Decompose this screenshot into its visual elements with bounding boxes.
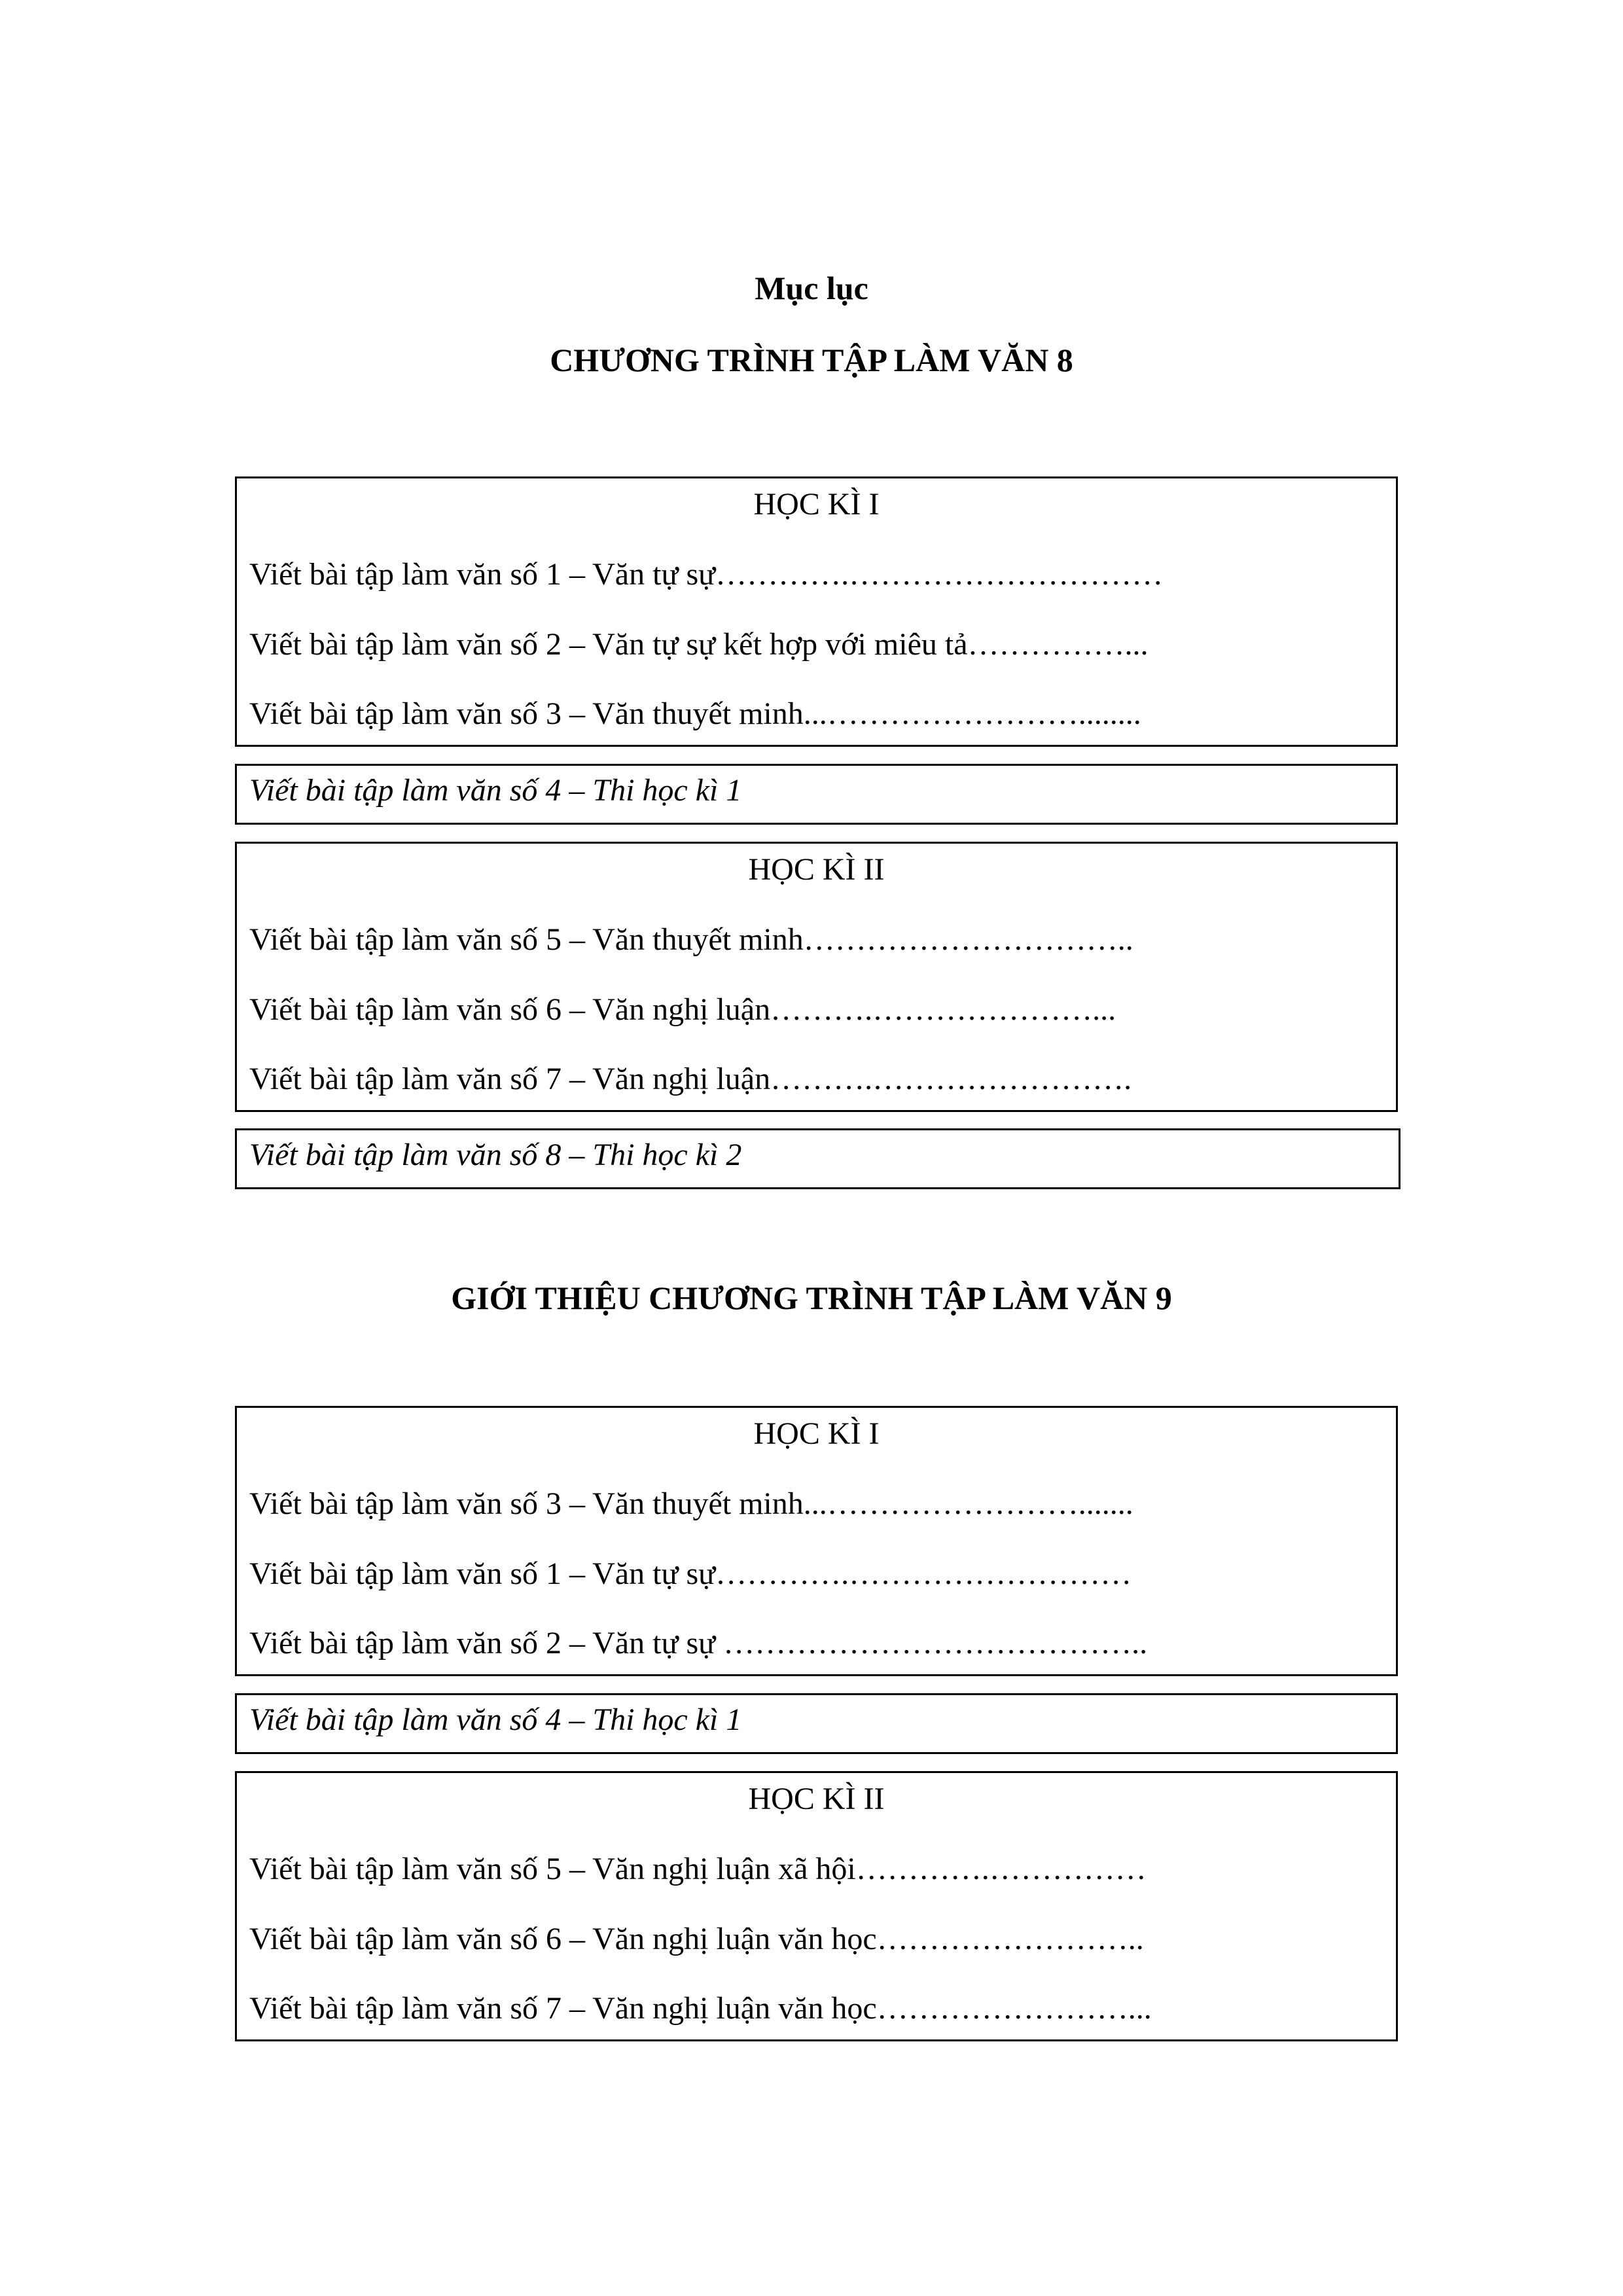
toc-title: Mục lục	[755, 270, 868, 306]
grade9-exam1: Viết bài tập làm văn số 4 – Thi học kì 1	[249, 1702, 742, 1737]
grade8-exam2: Viết bài tập làm văn số 8 – Thi học kì 2	[249, 1138, 742, 1172]
grade9-hk1-box	[235, 1406, 1398, 1676]
grade8-hk1-item: Viết bài tập làm văn số 2 – Văn tự sự kết hợp với miêu tả……………...	[249, 627, 1149, 662]
grade8-hk2-item: Viết bài tập làm văn số 5 – Văn thuyết minh…………………………..	[249, 922, 1133, 957]
grade9-hk1-item: Viết bài tập làm văn số 2 – Văn tự sự …………………………………..	[249, 1626, 1148, 1660]
grade8-exam1-box	[235, 764, 1398, 825]
grade9-hk2-title: HỌC KÌ II	[748, 1782, 885, 1816]
grade8-exam1: Viết bài tập làm văn số 4 – Thi học kì 1	[249, 773, 742, 808]
grade8-hk2-item: Viết bài tập làm văn số 6 – Văn nghị luận……….…………………...	[249, 992, 1116, 1027]
grade8-hk2-item: Viết bài tập làm văn số 7 – Văn nghị luận……….…………………….	[249, 1062, 1132, 1096]
grade8-hk2-title: HỌC KÌ II	[748, 852, 885, 887]
grade8-exam2-box	[235, 1128, 1400, 1189]
grade9-hk1-title: HỌC KÌ I	[753, 1416, 880, 1451]
grade9-hk2-item: Viết bài tập làm văn số 6 – Văn nghị luận văn học……………………..	[249, 1922, 1144, 1956]
grade9-hk1-item: Viết bài tập làm văn số 1 – Văn tự sự………….………………………	[249, 1556, 1132, 1591]
grade9-hk2-item: Viết bài tập làm văn số 7 – Văn nghị luận văn học……………………...	[249, 1991, 1152, 2026]
grade9-exam1-box	[235, 1693, 1398, 1754]
grade9-hk2-item: Viết bài tập làm văn số 5 – Văn nghị luận xã hội………….……………	[249, 1852, 1147, 1886]
grade9-heading: GIỚI THIỆU CHƯƠNG TRÌNH TẬP LÀM VĂN 9	[451, 1280, 1172, 1316]
grade8-heading: CHƯƠNG TRÌNH TẬP LÀM VĂN 8	[550, 342, 1073, 378]
grade8-hk1-title: HỌC KÌ I	[753, 487, 880, 522]
grade8-hk2-box	[235, 842, 1398, 1112]
grade9-hk1-item: Viết bài tập làm văn số 3 – Văn thuyết minh...…………………….......	[249, 1486, 1133, 1521]
grade8-hk1-item: Viết bài tập làm văn số 1 – Văn tự sự………….…………………………	[249, 557, 1164, 592]
grade9-hk2-box	[235, 1771, 1398, 2041]
grade8-hk1-box	[235, 476, 1398, 747]
grade8-hk1-item: Viết bài tập làm văn số 3 – Văn thuyết minh...……………………........	[249, 696, 1141, 731]
